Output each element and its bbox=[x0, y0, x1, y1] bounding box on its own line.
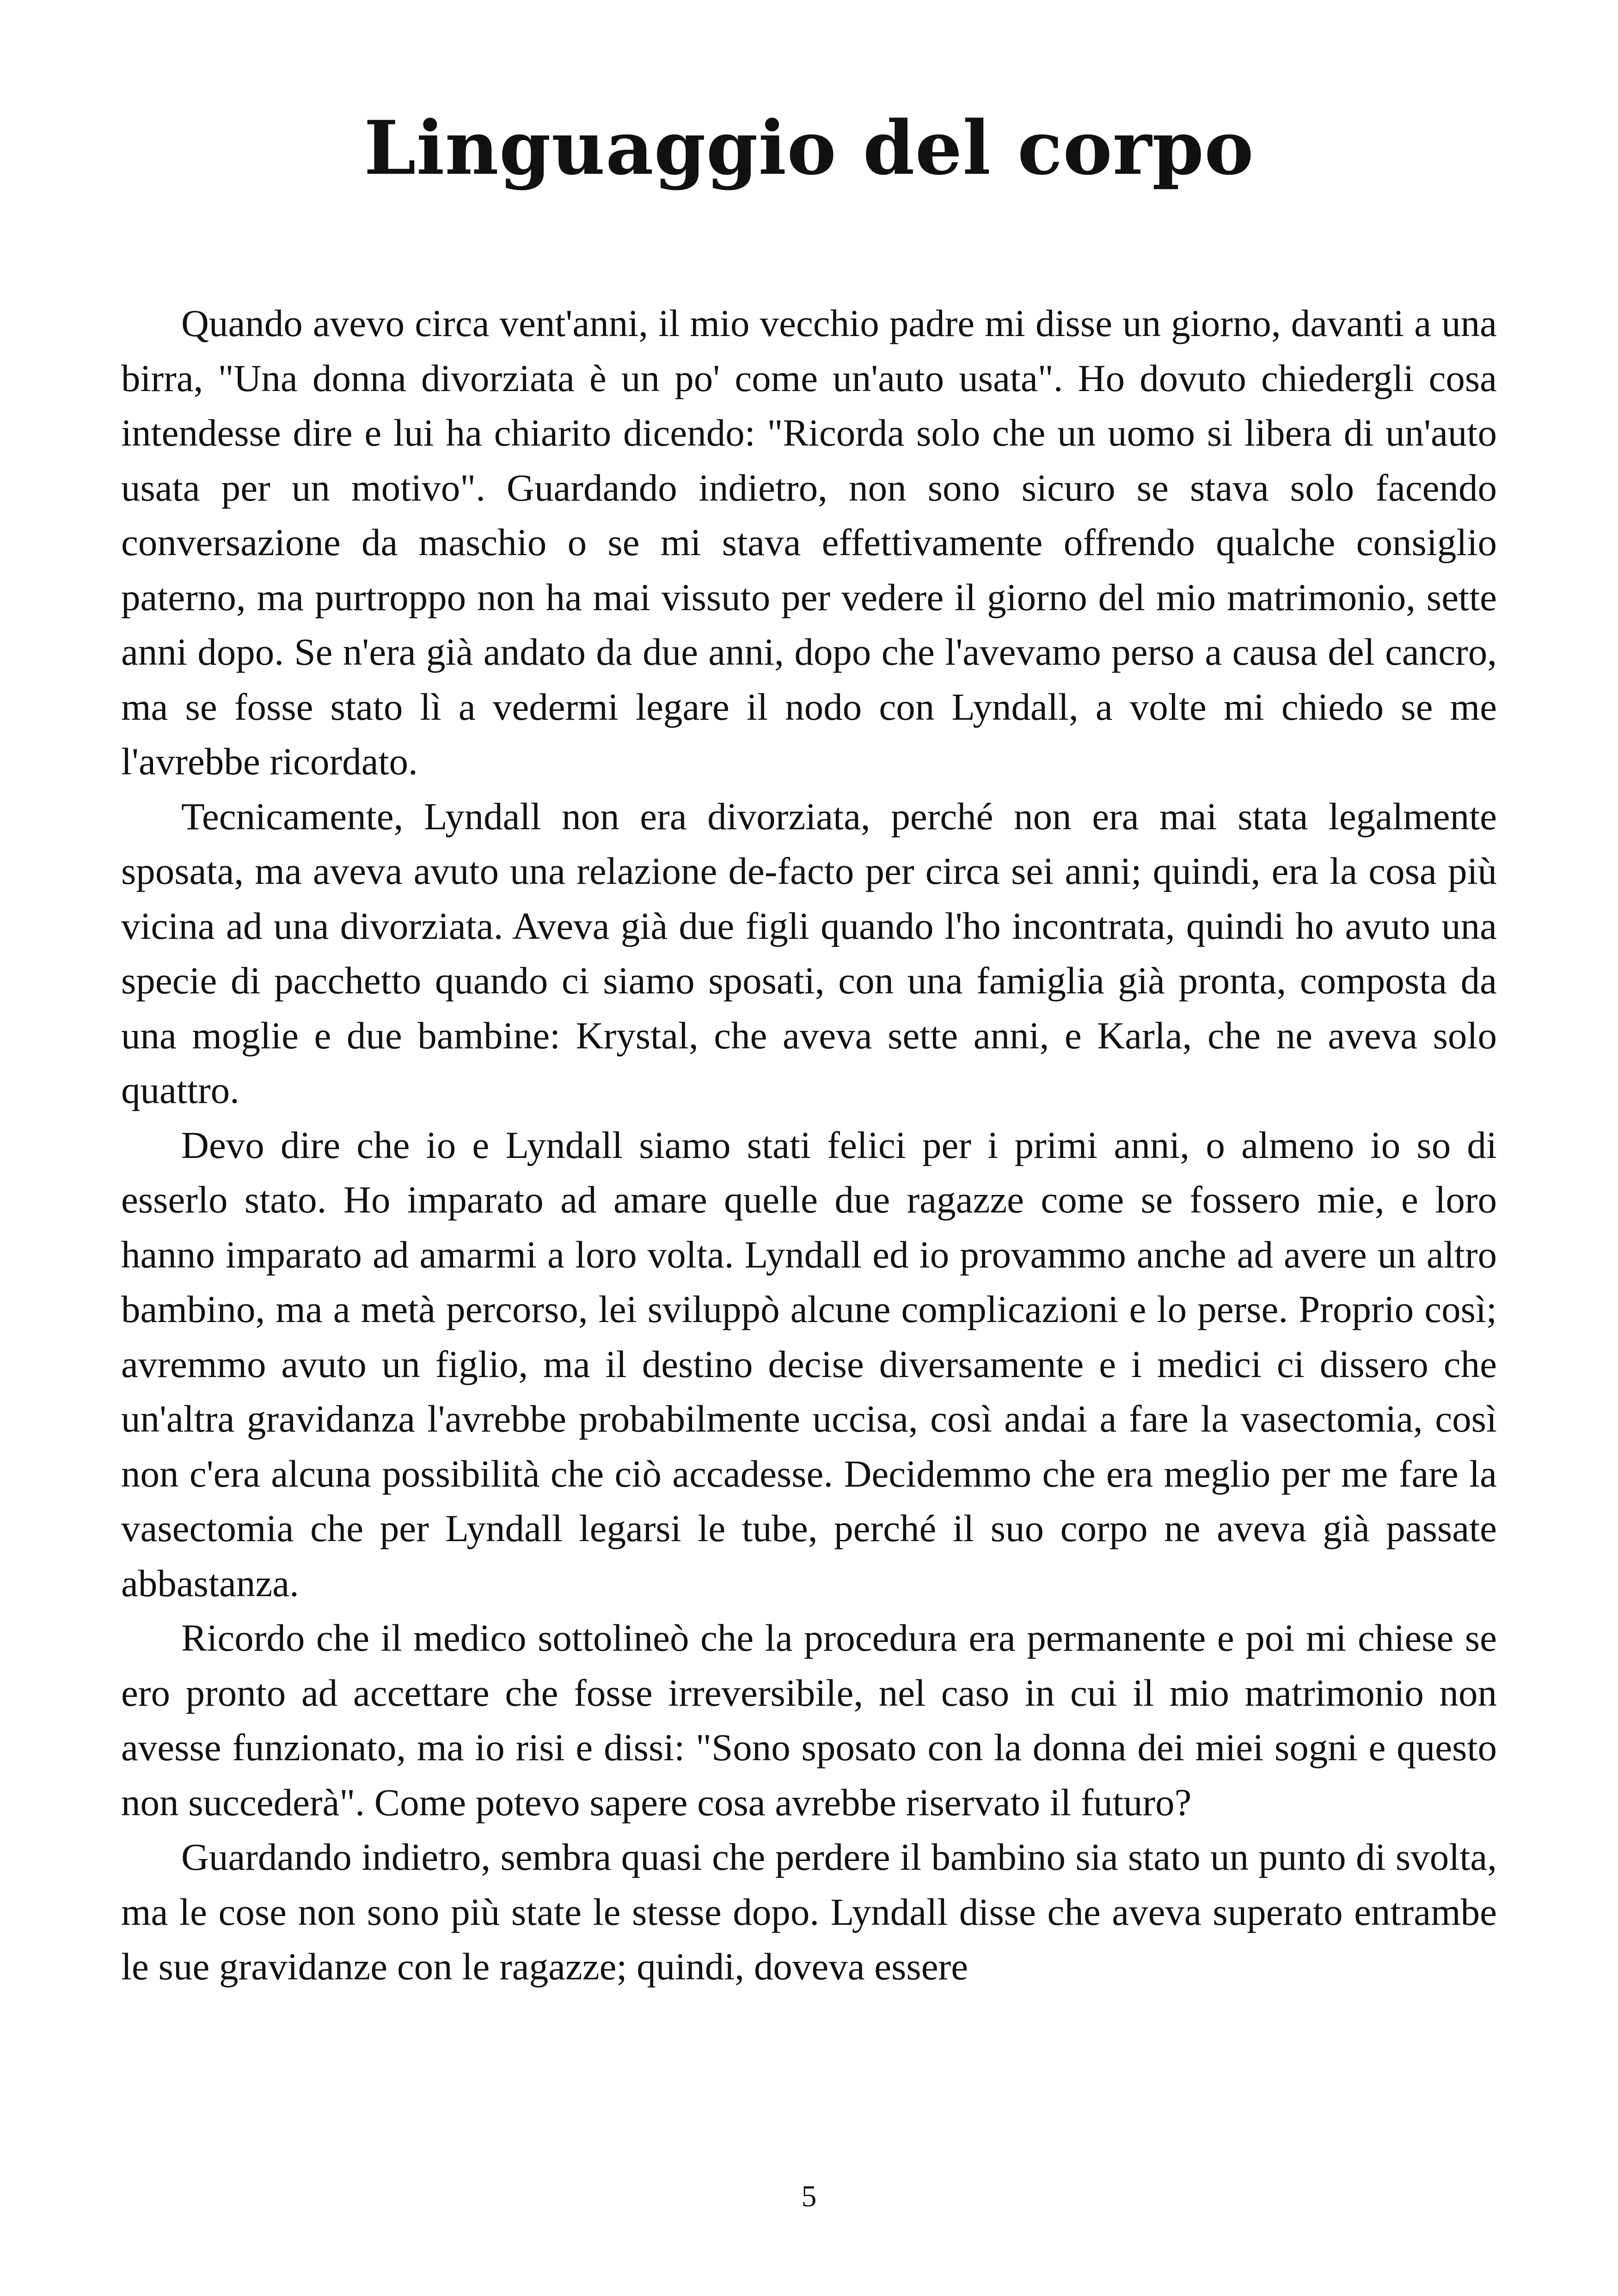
paragraph: Tecnicamente, Lyndall non era divorziata, perché non era mai stata legalmente sposata, ma aveva avuto una relazione de-facto per circa sei anni; quindi, era la cosa più vicina ad una divorziata. Aveva già due figli quando l'ho incontrata, quindi ho avuto una specie di pacchetto quando ci siamo sposati, con una famiglia già pronta, composta da una moglie e due bambine: Krystal, che aveva sette anni, e Karla, che ne aveva solo quattro. bbox=[121, 795, 1497, 1111]
page-number: 5 bbox=[801, 2180, 817, 2213]
chapter-body bbox=[121, 296, 1497, 1994]
paragraph: Guardando indietro, sembra quasi che perdere il bambino sia stato un punto di svolta, ma le cose non sono più state le stesse dopo. Lyndall disse che aveva superato entrambe le sue gravidanze con le ragazze; quindi, doveva essere bbox=[121, 1836, 1497, 1988]
paragraph: Devo dire che io e Lyndall siamo stati felici per i primi anni, o almeno io so di esserlo stato. Ho imparato ad amare quelle due ragazze come se fossero mie, e loro hanno imparato ad amarmi a loro volta. Lyndall ed io provammo anche ad avere un altro bambino, ma a metà percorso, lei sviluppò alcune complicazioni e lo perse. Proprio così; avremmo avuto un figlio, ma il destino decise diversamente e i medici ci dissero che un'altra gravidanza l'avrebbe probabilmente uccisa, così andai a fare la vasectomia, così non c'era alcuna possibilità che ciò accadesse. Decidemmo che era meglio per me fare la vasectomia che per Lyndall legarsi le tube, perché il suo corpo ne aveva già passate abbastanza. bbox=[121, 1123, 1497, 1604]
paragraph: Quando avevo circa vent'anni, il mio vecchio padre mi disse un giorno, davanti a una birra, "Una donna divorziata è un po' come un'auto usata". Ho dovuto chiedergli cosa intendesse dire e lui ha chiarito dicendo: "Ricorda solo che un uomo si libera di un'auto usata per un motivo". Guardando indietro, non sono sicuro se stava solo facendo conversazione da maschio o se mi stava effettivamente offrendo qualche consiglio paterno, ma purtroppo non ha mai vissuto per vedere il giorno del mio matrimonio, sette anni dopo. Se n'era già andato da due anni, dopo che l'avevamo perso a causa del cancro, ma se fosse stato lì a vedermi legare il nodo con Lyndall, a volte mi chiedo se me l'avrebbe ricordato. bbox=[121, 302, 1497, 783]
chapter-title: Linguaggio del corpo bbox=[364, 104, 1254, 191]
paragraph: Ricordo che il medico sottolineò che la procedura era permanente e poi mi chiese se ero pronto ad accettare che fosse irreversibile, nel caso in cui il mio matrimonio non avesse funzionato, ma io risi e dissi: "Sono sposato con la donna dei miei sogni e questo non succederà". Come potevo sapere cosa avrebbe riservato il futuro? bbox=[121, 1616, 1497, 1824]
